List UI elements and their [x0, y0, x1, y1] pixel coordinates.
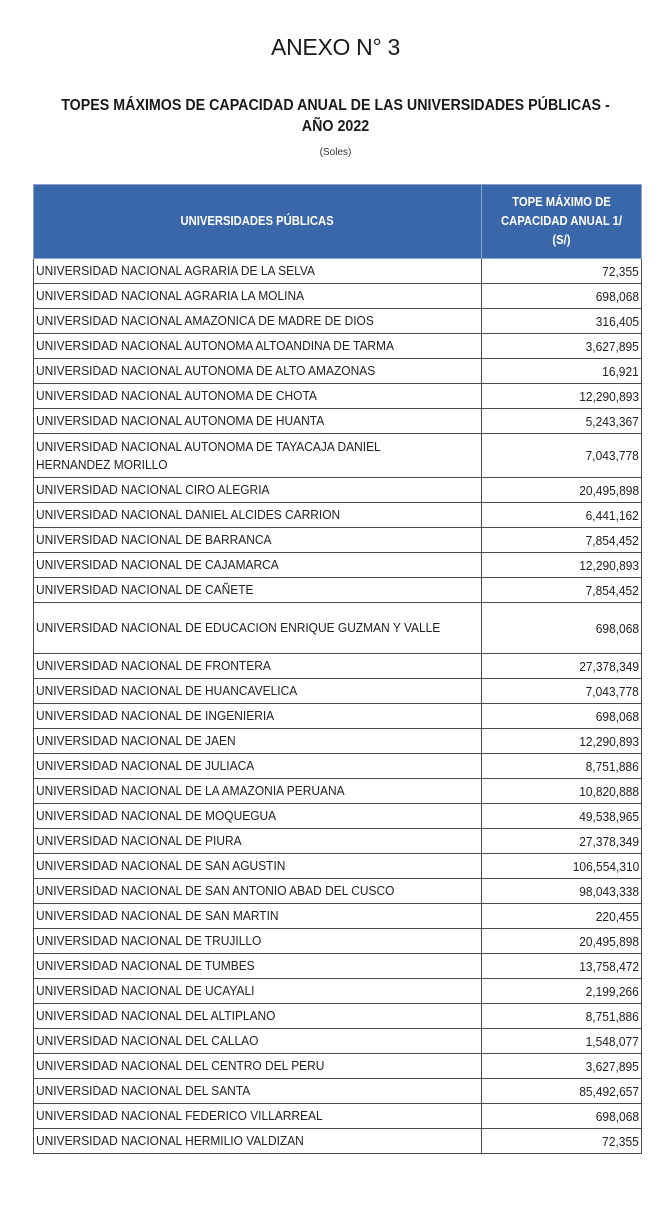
university-name-cell: UNIVERSIDAD NACIONAL FEDERICO VILLARREAL [34, 1104, 482, 1129]
table-row [34, 779, 642, 804]
max-capacity-cell: 7,854,452 [482, 578, 642, 603]
max-capacity-cell: 6,441,162 [482, 503, 642, 528]
universities-table [33, 184, 642, 1154]
table-row [34, 654, 642, 679]
max-capacity-cell: 20,495,898 [482, 929, 642, 954]
university-name-cell: UNIVERSIDAD NACIONAL DE PIURA [34, 829, 482, 854]
university-name-cell: UNIVERSIDAD NACIONAL DE HUANCAVELICA [34, 679, 482, 704]
table-row [34, 904, 642, 929]
max-capacity-cell: 5,243,367 [482, 409, 642, 434]
max-capacity-cell: 27,378,349 [482, 654, 642, 679]
university-name-cell: UNIVERSIDAD NACIONAL DE JULIACA [34, 754, 482, 779]
max-capacity-cell: 698,068 [482, 603, 642, 654]
max-capacity-cell: 12,290,893 [482, 384, 642, 409]
max-capacity-cell: 98,043,338 [482, 879, 642, 904]
university-name-cell: UNIVERSIDAD NACIONAL AUTONOMA DE ALTO AMAZONAS [34, 359, 482, 384]
table-row [34, 979, 642, 1004]
university-name-cell: UNIVERSIDAD NACIONAL DE LA AMAZONIA PERUANA [34, 779, 482, 804]
max-capacity-cell: 13,758,472 [482, 954, 642, 979]
table-row [34, 1029, 642, 1054]
table-header-row [34, 185, 642, 259]
table-row [34, 434, 642, 478]
table-body [34, 259, 642, 1154]
university-name-cell: UNIVERSIDAD NACIONAL DEL SANTA [34, 1079, 482, 1104]
max-capacity-cell: 72,355 [482, 259, 642, 284]
table-row [34, 679, 642, 704]
max-capacity-cell: 12,290,893 [482, 729, 642, 754]
max-capacity-cell: 698,068 [482, 284, 642, 309]
university-name-cell: UNIVERSIDAD NACIONAL DE FRONTERA [34, 654, 482, 679]
university-name-cell: UNIVERSIDAD NACIONAL AGRARIA LA MOLINA [34, 284, 482, 309]
max-capacity-cell: 10,820,888 [482, 779, 642, 804]
max-capacity-cell: 72,355 [482, 1129, 642, 1154]
max-capacity-cell: 27,378,349 [482, 829, 642, 854]
table-row [34, 1129, 642, 1154]
university-name-cell: UNIVERSIDAD NACIONAL AUTONOMA DE TAYACAJA DANIEL HERNANDEZ MORILLO [34, 434, 482, 478]
max-capacity-cell: 3,627,895 [482, 334, 642, 359]
max-capacity-cell: 7,854,452 [482, 528, 642, 553]
university-name-cell: UNIVERSIDAD NACIONAL AGRARIA DE LA SELVA [34, 259, 482, 284]
max-capacity-cell: 16,921 [482, 359, 642, 384]
column-header-max-capacity: TOPE MÁXIMO DE CAPACIDAD ANUAL 1/ (S/) [482, 185, 642, 259]
university-name-cell: UNIVERSIDAD NACIONAL DE EDUCACION ENRIQUE GUZMAN Y VALLE [34, 603, 482, 654]
university-name-cell: UNIVERSIDAD NACIONAL DANIEL ALCIDES CARRION [34, 503, 482, 528]
university-name-cell: UNIVERSIDAD NACIONAL DE UCAYALI [34, 979, 482, 1004]
max-capacity-cell: 3,627,895 [482, 1054, 642, 1079]
university-name-cell: UNIVERSIDAD NACIONAL DE JAEN [34, 729, 482, 754]
university-name-cell: UNIVERSIDAD NACIONAL DE BARRANCA [34, 528, 482, 553]
table-row [34, 384, 642, 409]
university-name-cell: UNIVERSIDAD NACIONAL DE TUMBES [34, 954, 482, 979]
university-name-cell: UNIVERSIDAD NACIONAL DE INGENIERIA [34, 704, 482, 729]
table-row [34, 754, 642, 779]
annex-title: ANEXO N° 3 [271, 34, 400, 60]
university-name-cell: UNIVERSIDAD NACIONAL DE CAÑETE [34, 578, 482, 603]
university-name-cell: UNIVERSIDAD NACIONAL DE TRUJILLO [34, 929, 482, 954]
university-name-cell: UNIVERSIDAD NACIONAL AUTONOMA ALTOANDINA DE TARMA [34, 334, 482, 359]
max-capacity-cell: 698,068 [482, 1104, 642, 1129]
max-capacity-cell: 106,554,310 [482, 854, 642, 879]
max-capacity-cell: 698,068 [482, 704, 642, 729]
university-name-cell: UNIVERSIDAD NACIONAL CIRO ALEGRIA [34, 478, 482, 503]
table-row [34, 854, 642, 879]
max-capacity-cell: 220,455 [482, 904, 642, 929]
max-capacity-cell: 7,043,778 [482, 679, 642, 704]
max-capacity-cell: 8,751,886 [482, 754, 642, 779]
university-name-cell: UNIVERSIDAD NACIONAL DEL CALLAO [34, 1029, 482, 1054]
max-capacity-cell: 1,548,077 [482, 1029, 642, 1054]
max-capacity-cell: 12,290,893 [482, 553, 642, 578]
table-row [34, 409, 642, 434]
university-name-cell: UNIVERSIDAD NACIONAL AMAZONICA DE MADRE DE DIOS [34, 309, 482, 334]
table-row [34, 284, 642, 309]
table-row [34, 578, 642, 603]
table-row [34, 309, 642, 334]
column-header-universities: UNIVERSIDADES PÚBLICAS [34, 185, 482, 259]
max-capacity-cell: 20,495,898 [482, 478, 642, 503]
max-capacity-cell: 316,405 [482, 309, 642, 334]
max-capacity-cell: 2,199,266 [482, 979, 642, 1004]
table-row [34, 804, 642, 829]
max-capacity-cell: 7,043,778 [482, 434, 642, 478]
table-row [34, 954, 642, 979]
table-row [34, 553, 642, 578]
table-row [34, 1079, 642, 1104]
max-capacity-cell: 49,538,965 [482, 804, 642, 829]
table-row [34, 603, 642, 654]
table-row [34, 478, 642, 503]
university-name-cell: UNIVERSIDAD NACIONAL DE SAN AGUSTIN [34, 854, 482, 879]
document-title: TOPES MÁXIMOS DE CAPACIDAD ANUAL DE LAS UNIVERSIDADES PÚBLICAS - AÑO 2022 [61, 97, 610, 135]
table-row [34, 879, 642, 904]
table-row [34, 829, 642, 854]
table-row [34, 1054, 642, 1079]
table-row [34, 1104, 642, 1129]
table-row [34, 729, 642, 754]
university-name-cell: UNIVERSIDAD NACIONAL HERMILIO VALDIZAN [34, 1129, 482, 1154]
table-row [34, 929, 642, 954]
university-name-cell: UNIVERSIDAD NACIONAL AUTONOMA DE CHOTA [34, 384, 482, 409]
table-row [34, 704, 642, 729]
table-row [34, 1004, 642, 1029]
university-name-cell: UNIVERSIDAD NACIONAL DEL ALTIPLANO [34, 1004, 482, 1029]
currency-subtitle: (Soles) [319, 147, 352, 158]
table-row [34, 259, 642, 284]
max-capacity-cell: 8,751,886 [482, 1004, 642, 1029]
university-name-cell: UNIVERSIDAD NACIONAL DE SAN ANTONIO ABAD DEL CUSCO [34, 879, 482, 904]
university-name-cell: UNIVERSIDAD NACIONAL AUTONOMA DE HUANTA [34, 409, 482, 434]
max-capacity-cell: 85,492,657 [482, 1079, 642, 1104]
university-name-cell: UNIVERSIDAD NACIONAL DE CAJAMARCA [34, 553, 482, 578]
university-name-cell: UNIVERSIDAD NACIONAL DE SAN MARTIN [34, 904, 482, 929]
table-row [34, 503, 642, 528]
university-name-cell: UNIVERSIDAD NACIONAL DE MOQUEGUA [34, 804, 482, 829]
table-row [34, 359, 642, 384]
university-name-cell: UNIVERSIDAD NACIONAL DEL CENTRO DEL PERU [34, 1054, 482, 1079]
table-row [34, 334, 642, 359]
table-row [34, 528, 642, 553]
